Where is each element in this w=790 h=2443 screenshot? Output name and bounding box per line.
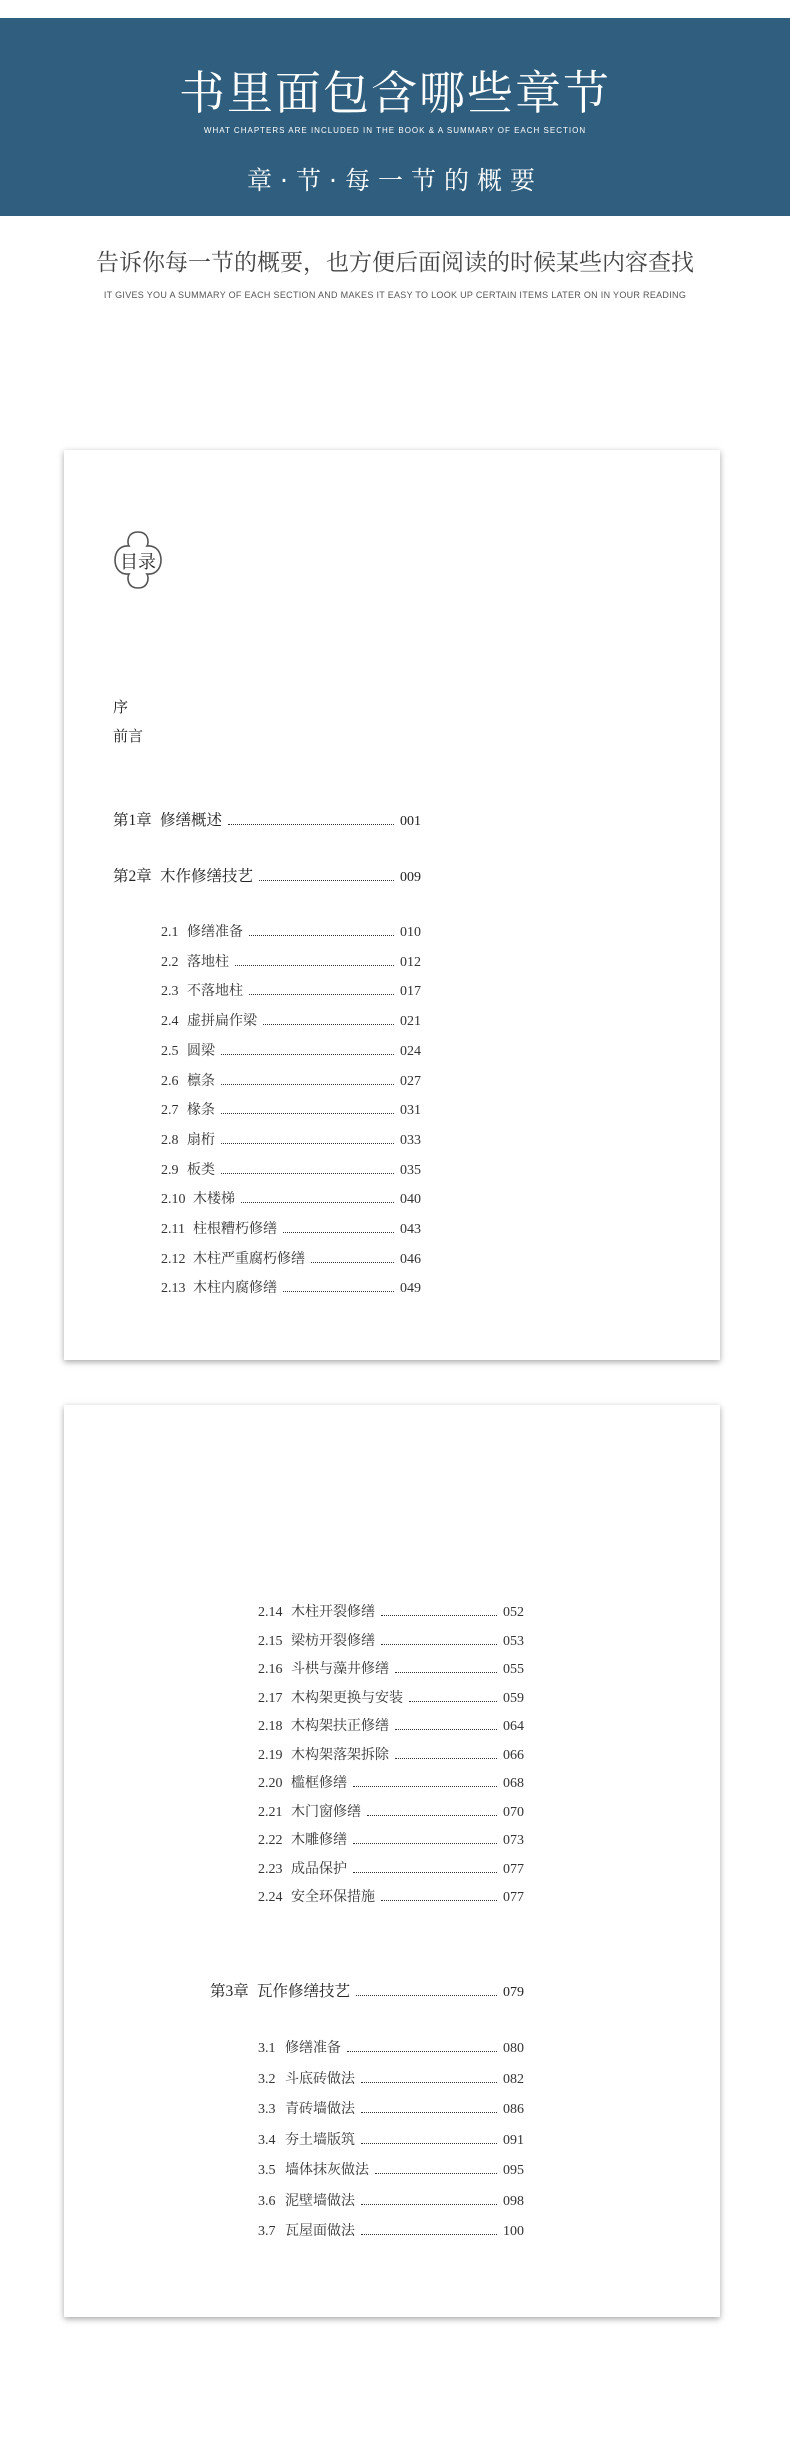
toc-section-row[interactable] bbox=[161, 1099, 421, 1119]
toc-page-number: 035 bbox=[400, 1162, 421, 1178]
toc-number: 2.9 bbox=[161, 1162, 179, 1178]
toc-page-number: 024 bbox=[400, 1043, 421, 1059]
toc-chapter-row[interactable] bbox=[113, 808, 421, 830]
toc-page-number: 017 bbox=[400, 984, 421, 1000]
toc-number: 3.4 bbox=[258, 2132, 276, 2148]
toc-number: 2.5 bbox=[161, 1043, 179, 1059]
dot-leader bbox=[367, 1815, 497, 1816]
toc-number: 2.13 bbox=[161, 1281, 186, 1297]
toc-number: 2.24 bbox=[258, 1890, 283, 1905]
toc-section-row[interactable] bbox=[258, 1829, 524, 1849]
toc-page-number: 010 bbox=[400, 925, 421, 940]
toc-section-row[interactable] bbox=[161, 980, 421, 1000]
intro-text-en: IT GIVES YOU A SUMMARY OF EACH SECTION AND MAKES IT EASY TO LOOK UP CERTAIN ITEMS LATER ON IN YOUR READING bbox=[103, 290, 687, 300]
toc-number: 2.16 bbox=[258, 1662, 283, 1677]
toc-title: 圆梁 bbox=[187, 1043, 215, 1059]
dot-leader bbox=[249, 994, 394, 995]
toc-page-number: 040 bbox=[400, 1192, 421, 1208]
toc-page-number: 049 bbox=[400, 1281, 421, 1297]
toc-title: 落地柱 bbox=[187, 954, 229, 970]
toc-number: 3.2 bbox=[258, 2071, 276, 2087]
toc-page-number: 077 bbox=[503, 1861, 524, 1877]
toc-page-number: 066 bbox=[503, 1747, 524, 1763]
toc-number: 第3章 bbox=[210, 1983, 249, 2000]
toc-page-number: 068 bbox=[503, 1776, 524, 1791]
toc-page-1 bbox=[64, 450, 720, 1360]
dot-leader bbox=[375, 2173, 497, 2174]
toc-number: 3.1 bbox=[258, 2041, 276, 2056]
dot-leader bbox=[241, 1202, 394, 1203]
dot-leader bbox=[361, 2204, 497, 2205]
toc-section-row[interactable] bbox=[258, 1744, 524, 1764]
toc-page-number: 027 bbox=[400, 1073, 421, 1089]
toc-title: 木构架落架拆除 bbox=[291, 1747, 389, 1763]
toc-section-row[interactable] bbox=[258, 1658, 524, 1678]
toc-title: 木柱开裂修缮 bbox=[291, 1605, 375, 1620]
toc-page-number: 086 bbox=[503, 2102, 524, 2117]
toc-number: 第1章 bbox=[113, 812, 152, 829]
toc-page-number: 100 bbox=[503, 2224, 524, 2239]
toc-title: 椽条 bbox=[187, 1103, 215, 1119]
toc-title: 槛框修缮 bbox=[291, 1776, 347, 1791]
toc-title: 瓦屋面做法 bbox=[285, 2224, 355, 2239]
toc-section-row[interactable] bbox=[161, 1010, 421, 1030]
toc-chapter-row[interactable] bbox=[210, 1979, 524, 2001]
toc-badge bbox=[113, 529, 163, 591]
toc-number: 第2章 bbox=[113, 868, 152, 885]
toc-page-number: 033 bbox=[400, 1132, 421, 1148]
dot-leader bbox=[221, 1113, 394, 1114]
toc-page-number: 046 bbox=[400, 1251, 421, 1267]
toc-page-number: 055 bbox=[503, 1662, 524, 1677]
toc-title: 木构架更换与安装 bbox=[291, 1690, 403, 1706]
toc-number: 2.2 bbox=[161, 954, 179, 970]
toc-section-row[interactable] bbox=[161, 1188, 421, 1208]
toc-number: 2.21 bbox=[258, 1804, 283, 1820]
dot-leader bbox=[361, 2112, 497, 2113]
toc-preface[interactable]: 序 bbox=[113, 700, 129, 716]
header-banner bbox=[0, 18, 790, 216]
toc-badge-label: 目录 bbox=[120, 552, 156, 572]
toc-number: 3.7 bbox=[258, 2224, 276, 2239]
toc-title: 青砖墙做法 bbox=[285, 2102, 355, 2117]
banner-tagline: 章·节·每一节的概要 bbox=[247, 166, 543, 195]
toc-number: 2.19 bbox=[258, 1747, 283, 1763]
toc-section-row[interactable] bbox=[258, 1601, 524, 1621]
toc-number: 2.14 bbox=[258, 1605, 283, 1620]
toc-number: 2.11 bbox=[161, 1222, 185, 1237]
toc-number: 2.17 bbox=[258, 1690, 283, 1706]
toc-number: 2.10 bbox=[161, 1192, 186, 1208]
toc-page-number: 012 bbox=[400, 954, 421, 970]
banner-title: 书里面包含哪些章节 bbox=[179, 66, 611, 120]
toc-chapter-row[interactable] bbox=[113, 864, 421, 886]
toc-section-row[interactable] bbox=[161, 1218, 421, 1238]
toc-title: 柱根糟朽修缮 bbox=[193, 1222, 277, 1237]
dot-leader bbox=[283, 1232, 394, 1233]
toc-number: 2.15 bbox=[258, 1633, 283, 1649]
toc-section-row[interactable] bbox=[161, 1248, 421, 1268]
toc-title: 墙体抹灰做法 bbox=[285, 2163, 369, 2178]
toc-number: 3.3 bbox=[258, 2102, 276, 2117]
toc-title: 木楼梯 bbox=[193, 1192, 235, 1208]
dot-leader bbox=[221, 1173, 394, 1174]
dot-leader bbox=[228, 824, 394, 825]
toc-page-number: 053 bbox=[503, 1633, 524, 1649]
toc-title: 木柱严重腐朽修缮 bbox=[193, 1251, 305, 1267]
toc-title: 木柱内腐修缮 bbox=[193, 1281, 277, 1297]
toc-page-number: 031 bbox=[400, 1103, 421, 1119]
toc-section-row[interactable] bbox=[258, 1858, 524, 1878]
toc-page-number: 082 bbox=[503, 2071, 524, 2087]
toc-page-number: 077 bbox=[503, 1890, 524, 1905]
banner-subtitle-en: WHAT CHAPTERS ARE INCLUDED IN THE BOOK & A SUMMARY OF EACH SECTION bbox=[203, 126, 587, 135]
dot-leader bbox=[381, 1900, 497, 1901]
toc-section-row[interactable] bbox=[161, 1129, 421, 1149]
dot-leader bbox=[409, 1701, 497, 1702]
toc-page-number: 009 bbox=[400, 870, 421, 885]
dot-leader bbox=[395, 1672, 497, 1673]
dot-leader bbox=[353, 1843, 497, 1844]
toc-title: 木雕修缮 bbox=[291, 1833, 347, 1848]
dot-leader bbox=[311, 1262, 394, 1263]
dot-leader bbox=[361, 2143, 497, 2144]
toc-section-row[interactable] bbox=[161, 1159, 421, 1179]
toc-page-number: 064 bbox=[503, 1719, 524, 1734]
toc-title: 梁枋开裂修缮 bbox=[291, 1633, 375, 1649]
toc-title: 木作修缮技艺 bbox=[160, 868, 254, 885]
toc-title: 斗栱与藻井修缮 bbox=[291, 1662, 389, 1677]
dot-leader bbox=[356, 1995, 497, 1996]
toc-section-row[interactable] bbox=[258, 2220, 524, 2240]
toc-title: 木构架扶正修缮 bbox=[291, 1719, 389, 1734]
dot-leader bbox=[283, 1291, 394, 1292]
toc-number: 2.12 bbox=[161, 1251, 186, 1267]
toc-title: 不落地柱 bbox=[187, 984, 243, 1000]
toc-title: 成品保护 bbox=[291, 1861, 347, 1877]
toc-page-number: 001 bbox=[400, 814, 421, 829]
dot-leader bbox=[263, 1024, 394, 1025]
toc-page-number: 073 bbox=[503, 1833, 524, 1848]
toc-title: 扇桁 bbox=[187, 1132, 215, 1148]
toc-section-row[interactable] bbox=[258, 1801, 524, 1821]
toc-title: 修缮准备 bbox=[285, 2041, 341, 2056]
toc-title: 泥壁墙做法 bbox=[285, 2193, 355, 2209]
toc-section-row[interactable] bbox=[258, 2068, 524, 2088]
toc-title: 瓦作修缮技艺 bbox=[257, 1983, 351, 2000]
toc-page-number: 021 bbox=[400, 1014, 421, 1030]
toc-number: 2.6 bbox=[161, 1073, 179, 1089]
toc-section-row[interactable] bbox=[161, 1040, 421, 1060]
toc-number: 2.4 bbox=[161, 1014, 179, 1030]
dot-leader bbox=[221, 1084, 394, 1085]
toc-title: 夯土墙版筑 bbox=[285, 2132, 355, 2148]
toc-number: 2.8 bbox=[161, 1132, 179, 1148]
dot-leader bbox=[361, 2234, 497, 2235]
toc-title: 板类 bbox=[187, 1162, 215, 1178]
toc-page-number: 043 bbox=[400, 1222, 421, 1237]
dot-leader bbox=[395, 1758, 497, 1759]
toc-page-number: 098 bbox=[503, 2193, 524, 2209]
toc-title: 木门窗修缮 bbox=[291, 1804, 361, 1820]
toc-title: 虚拼扁作梁 bbox=[187, 1014, 257, 1030]
toc-section-row[interactable] bbox=[258, 2129, 524, 2149]
toc-section-row[interactable] bbox=[258, 1715, 524, 1735]
dot-leader bbox=[381, 1615, 497, 1616]
toc-number: 2.7 bbox=[161, 1103, 179, 1119]
toc-section-row[interactable] bbox=[161, 1277, 421, 1297]
toc-number: 2.3 bbox=[161, 984, 179, 1000]
toc-section-row[interactable] bbox=[258, 1630, 524, 1650]
toc-section-row[interactable] bbox=[258, 2159, 524, 2179]
toc-page-number: 059 bbox=[503, 1690, 524, 1706]
toc-section-row[interactable] bbox=[258, 2098, 524, 2118]
toc-foreword[interactable]: 前言 bbox=[113, 729, 144, 745]
toc-number: 2.22 bbox=[258, 1833, 283, 1848]
toc-number: 3.5 bbox=[258, 2163, 276, 2178]
toc-section-row[interactable] bbox=[161, 1070, 421, 1090]
toc-title: 安全环保措施 bbox=[291, 1890, 375, 1905]
toc-page-number: 079 bbox=[503, 1985, 524, 2000]
intro-text: 告诉你每一节的概要，也方便后面阅读的时候某些内容查找 bbox=[96, 250, 694, 276]
toc-number: 2.1 bbox=[161, 925, 179, 940]
toc-section-row[interactable] bbox=[258, 1687, 524, 1707]
toc-page-number: 095 bbox=[503, 2163, 524, 2178]
dot-leader bbox=[235, 965, 394, 966]
toc-title: 檩条 bbox=[187, 1073, 215, 1089]
toc-page-number: 080 bbox=[503, 2041, 524, 2056]
dot-leader bbox=[221, 1054, 394, 1055]
toc-title: 斗底砖做法 bbox=[285, 2071, 355, 2087]
toc-number: 3.6 bbox=[258, 2193, 276, 2209]
toc-page-number: 091 bbox=[503, 2132, 524, 2148]
toc-section-row[interactable] bbox=[258, 2190, 524, 2210]
dot-leader bbox=[353, 1872, 497, 1873]
toc-title: 修缮准备 bbox=[187, 925, 243, 940]
dot-leader bbox=[221, 1143, 394, 1144]
toc-section-row[interactable] bbox=[258, 1886, 524, 1906]
dot-leader bbox=[347, 2051, 497, 2052]
dot-leader bbox=[353, 1786, 497, 1787]
toc-title: 修缮概述 bbox=[160, 812, 223, 829]
toc-section-row[interactable] bbox=[161, 951, 421, 971]
toc-section-row[interactable] bbox=[258, 2037, 524, 2057]
toc-page-2 bbox=[64, 1405, 720, 2317]
dot-leader bbox=[361, 2082, 497, 2083]
toc-page-number: 052 bbox=[503, 1605, 524, 1620]
toc-number: 2.23 bbox=[258, 1861, 283, 1877]
toc-number: 2.18 bbox=[258, 1719, 283, 1734]
dot-leader bbox=[395, 1729, 497, 1730]
dot-leader bbox=[249, 935, 394, 936]
toc-number: 2.20 bbox=[258, 1776, 283, 1791]
toc-page-number: 070 bbox=[503, 1804, 524, 1820]
toc-section-row[interactable] bbox=[161, 921, 421, 941]
dot-leader bbox=[259, 880, 394, 881]
dot-leader bbox=[381, 1644, 497, 1645]
toc-section-row[interactable] bbox=[258, 1772, 524, 1792]
